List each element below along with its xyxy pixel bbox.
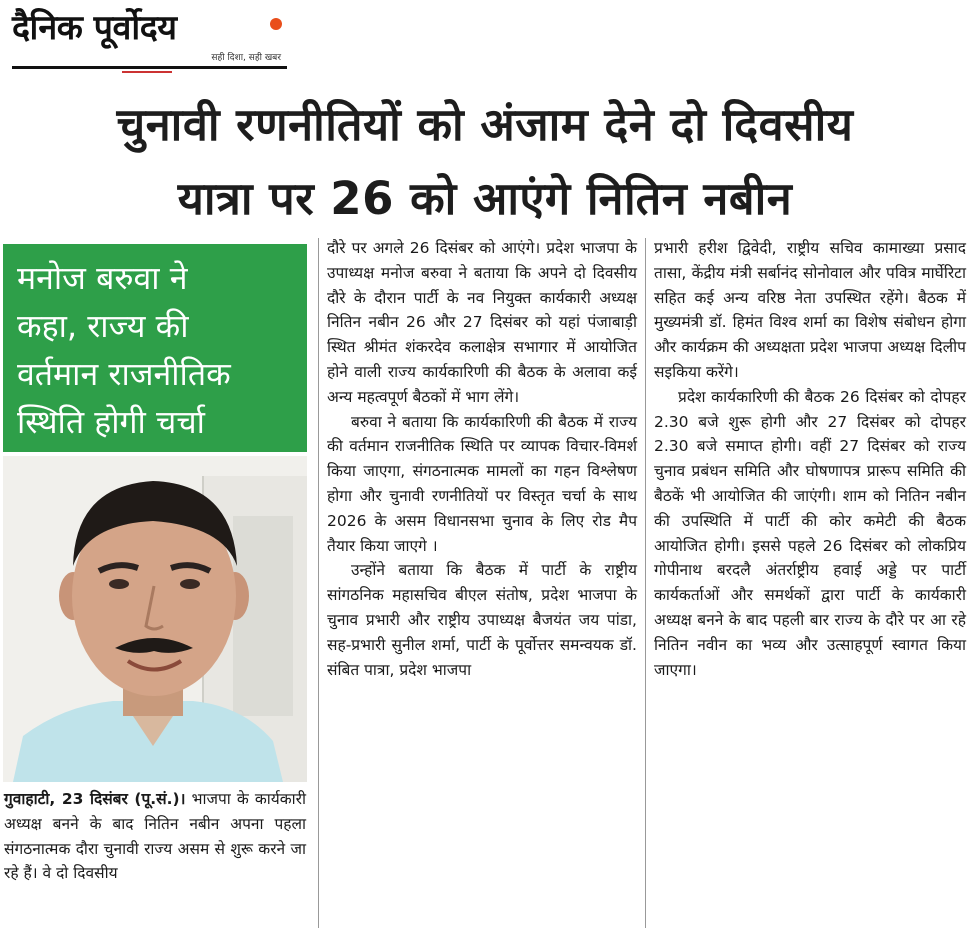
dateline: गुवाहाटी, 23 दिसंबर (पू.सं.)।	[4, 790, 186, 808]
highlight-box	[3, 244, 307, 452]
article-text: भाजपा के कार्यकारी अध्यक्ष बनने के बाद नितिन नबीन अपना पहला संगठनात्मक दौरा चुनावी राज्य असम से शुरू करने जा रहे हैं। वे दो दिवसीय	[4, 790, 306, 883]
masthead	[12, 8, 287, 72]
article-paragraph: प्रभारी हरीश द्विवेदी, राष्ट्रीय सचिव कामाख्या प्रसाद तासा, केंद्रीय मंत्री सर्बानंद सोनोवाल और पवित्र मार्घेरिटा सहित कई अन्य वरिष्ठ नेता उपस्थित रहेंगे। बैठक में मुख्यमंत्री डॉ. हिमंत विश्व शर्मा का विशेष संबोधन होगा और कार्यक्रम की अध्यक्षता प्रदेश भाजपा अध्यक्ष दिलीप सइकिया करेंगे।	[654, 239, 966, 381]
article-column-1	[4, 787, 306, 886]
headline-line-1: चुनावी रणनीतियों को अंजाम देने दो दिवसीय	[116, 98, 854, 151]
portrait-illustration	[3, 456, 307, 782]
newspaper-tagline: सही दिशा, सही खबर	[211, 53, 281, 63]
article-column-3	[654, 236, 966, 682]
masthead-dot-icon	[270, 18, 282, 30]
masthead-rule	[12, 66, 287, 69]
article-paragraph: प्रदेश कार्यकारिणी की बैठक 26 दिसंबर को दोपहर 2.30 बजे शुरू होगी और 27 दिसंबर को दोपहर 2.30 बजे समाप्त होगी। वहीं 27 दिसंबर को राज्य चुनाव प्रबंधन समिति और घोषणापत्र प्रारूप समिति की बैठकें भी आयोजित की जाएंगी। शाम को नितिन नबीन की उपस्थिति में पार्टी की कोर कमेटी की बैठक आयोजित होगी। इससे पहले 26 दिसंबर को लोकप्रिय गोपीनाथ बरदलै अंतर्राष्ट्रीय हवाई अड्डे पर पार्टी कार्यकर्ताओं और समर्थकों द्वारा पार्टी के कार्यकारी अध्यक्ष बनने के बाद पहली बार राज्य के दौरे पर आ रहे नितिन नवीन का भव्य और उत्साहपूर्ण स्वागत किया जाएगा।	[654, 387, 966, 679]
article-paragraph: उन्होंने बताया कि बैठक में पार्टी के राष्ट्रीय सांगठनिक महासचिव बीएल संतोष, प्रदेश भाजपा के चुनाव प्रभारी और राष्ट्रीय उपाध्यक्ष बैजयंत जय पांडा, सह-प्रभारी सुनील शर्मा, पार्टी के पूर्वोत्तर समन्वयक डॉ. संबित पात्रा, प्रदेश भाजपा	[327, 561, 637, 679]
column-divider	[645, 238, 646, 928]
highlight-line: वर्तमान राजनीतिक	[17, 355, 231, 393]
masthead-accent-rule	[122, 71, 172, 73]
highlight-line: कहा, राज्य की	[17, 307, 189, 345]
highlight-line: मनोज बरुवा ने	[17, 259, 188, 297]
headline-line-2: यात्रा पर 26 को आएंगे नितिन नबीन	[177, 172, 793, 225]
article-paragraph: बरुवा ने बताया कि कार्यकारिणी की बैठक में राज्य की वर्तमान राजनीतिक स्थिति पर व्यापक विचार-विमर्श किया जाएगा, संगठनात्मक मामलों का गहन विश्लेषण होगा और चुनावी रणनीतियों पर विस्तृत चर्चा के साथ 2026 के असम विधानसभा चुनाव के लिए रोड मैप तैयार किया जाएगे ।	[327, 412, 637, 555]
column-divider	[318, 238, 319, 928]
portrait-photo	[3, 456, 307, 782]
article-paragraph: दौरे पर अगले 26 दिसंबर को आएंगे। प्रदेश भाजपा के उपाध्यक्ष मनोज बरुवा ने बताया कि अपने दो दिवसीय दौरे के दौरान पार्टी के नव नियुक्त कार्यकारी अध्यक्ष नितिन नबीन 26 और 27 दिसंबर को यहां पंजाबाड़ी स्थित श्रीमंत शंकरदेव कलाक्षेत्र सभागार में आयोजित होने वाली राज्य कार्यकारिणी की बैठक के अलावा कई अन्य महत्वपूर्ण बैठकों में भाग लेंगे।	[327, 239, 637, 406]
highlight-line: स्थिति होगी चर्चा	[17, 403, 205, 441]
article-column-2	[327, 236, 637, 682]
newspaper-name: दैनिक पूर्वोदय	[12, 8, 177, 48]
headline	[0, 88, 970, 236]
